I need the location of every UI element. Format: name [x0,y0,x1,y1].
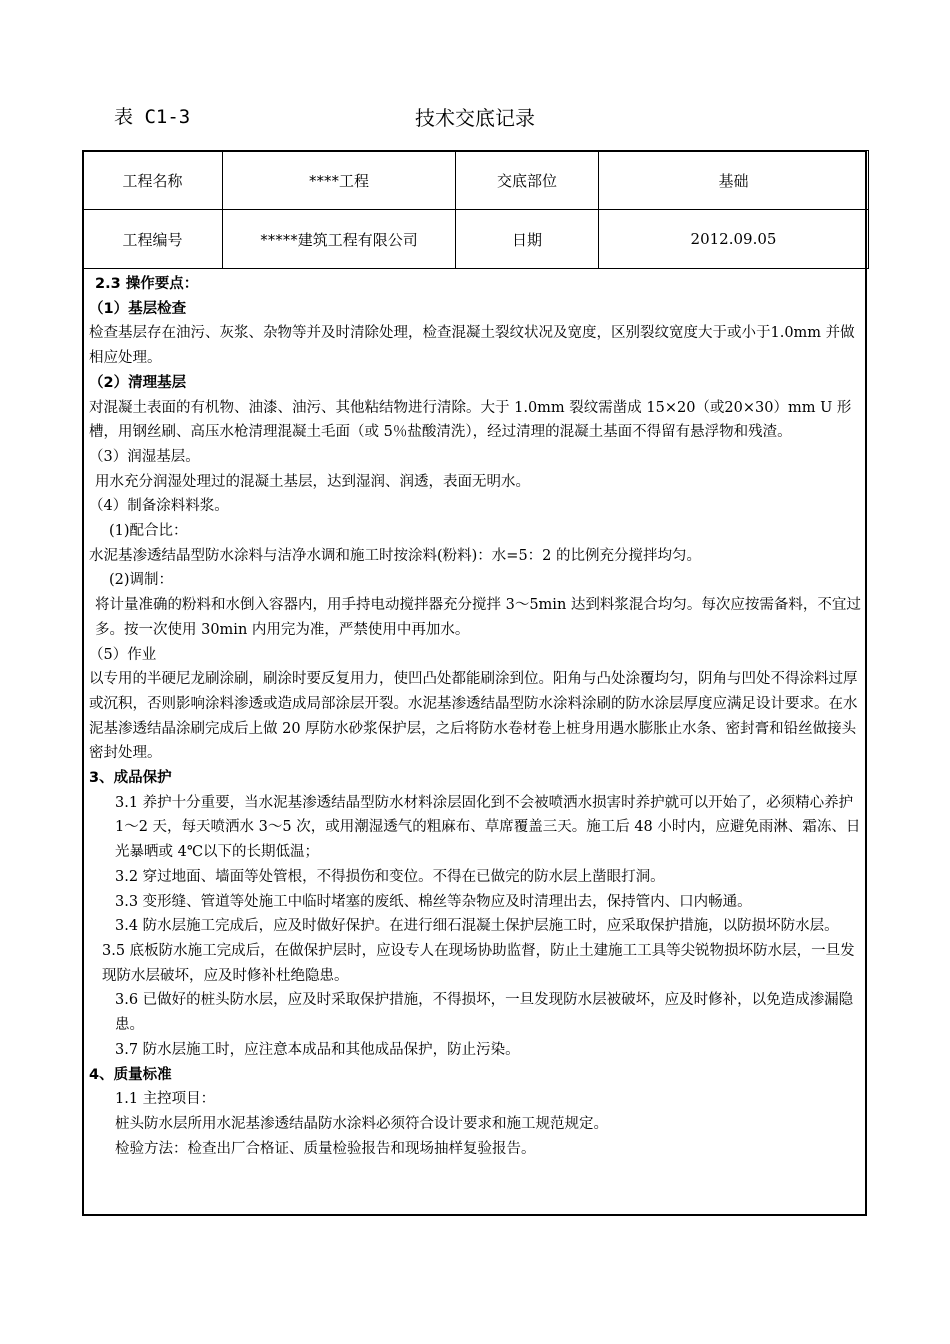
content-paragraph: （4）制备涂料料浆。 [89,498,229,515]
content-paragraph: 3.2 穿过地面、墙面等处管根，不得损伤和变位。不得在已做完的防水层上凿眼打洞。 [115,868,665,885]
info-table [82,150,869,269]
date-label: 日期 [456,210,599,269]
info-row-number [83,210,869,269]
info-row-project [83,151,869,210]
content-paragraph: 3.3 变形缝、管道等处施工中临时堵塞的废纸、棉丝等杂物应及时清理出去，保持管内、口内畅通。 [115,893,752,910]
content-paragraph: 对混凝土表面的有机物、油漆、油污、其他粘结物进行清除。大于 1.0mm 裂纹需凿成 15×20（或20×30）mm U 形槽，用钢丝刷、高压水枪清理混凝土毛面（或 5％盐酸清洗），经过清理的混凝土基面不得留有悬浮物和残渣。 [89,399,852,441]
project-name-label: 工程名称 [83,151,223,210]
content-paragraph: 3.7 防水层施工时，应注意本成品和其他成品保护，防止污染。 [115,1041,520,1058]
project-no-label: 工程编号 [83,210,223,269]
content-paragraph: 水泥基渗透结晶型防水涂料与洁净水调和施工时按涂料(粉料)：水=5：2 的比例充分搅拌均匀。 [89,547,702,564]
content-paragraph: 以专用的半硬尼龙刷涂刷，刷涂时要反复用力，使凹凸处都能刷涂到位。阳角与凸处涂覆均匀，阴角与凹处不得涂料过厚或沉积，否则影响涂料渗透或造成局部涂层开裂。水泥基渗透结晶型防水涂料涂刷的防水涂层厚度应满足设计要求。在水泥基渗透结晶涂刷完成后上做 20 厚防水砂浆保护层，之后将防水卷材卷上桩身用遇水膨胀止水条、密封膏和铅丝做接头密封处理。 [89,671,858,762]
content-paragraph: (2)调制： [109,572,174,589]
content-paragraph: 将计量准确的粉料和水倒入容器内，用手持电动搅拌器充分搅拌 3～5min 达到料浆混合均匀。每次应按需备料，不宜过多。按一次使用 30min 内用完为准，严禁使用中再加水。 [95,597,861,638]
content-paragraph: 1.1 主控项目： [115,1091,216,1108]
content-body [89,272,861,1161]
content-paragraph: （3）润湿基层。 [89,448,200,465]
project-no-value: *****建筑工程有限公司 [223,210,456,269]
location-label: 交底部位 [456,151,599,210]
content-paragraph: 检查基层存在油污、灰浆、杂物等并及时清除处理，检查混凝土裂纹状况及宽度，区别裂纹宽度大于或小于1.0mm 并做相应处理。 [89,325,855,367]
date-value: 2012.09.05 [599,210,869,269]
section-heading: 4、质量标准 [89,1066,172,1083]
project-name-value: ****工程 [223,151,456,210]
content-paragraph: 3.5 底板防水施工完成后，在做保护层时，应设专人在现场协助监督，防止土建施工工具等尖锐物损坏防水层，一旦发现防水层破坏，应及时修补杜绝隐患。 [102,942,855,984]
content-paragraph: 检验方法：检查出厂合格证、质量检验报告和现场抽样复验报告。 [115,1140,536,1157]
location-value: 基础 [599,151,869,210]
document-title: 技术交底记录 [415,106,535,130]
content-paragraph: 3.4 防水层施工完成后，应及时做好保护。在进行细石混凝土保护层施工时，应采取保护措施，以防损坏防水层。 [115,918,839,935]
section-heading: 3、成品保护 [89,770,172,787]
section-heading: （1）基层检查 [89,300,187,317]
content-paragraph: (1)配合比： [109,523,188,540]
section-heading: （2）清理基层 [89,374,187,391]
content-paragraph: （5）作业 [89,646,157,663]
content-paragraph: 桩头防水层所用水泥基渗透结晶防水涂料必须符合设计要求和施工规范规定。 [115,1115,608,1132]
content-paragraph: 用水充分润湿处理过的混凝土基层，达到湿润、润透，表面无明水。 [95,473,530,490]
section-heading: 2.3 操作要点： [95,276,199,292]
content-paragraph: 3.6 已做好的桩头防水层，应及时采取保护措施，不得损坏，一旦发现防水层被破坏，应及时修补，以免造成渗漏隐患。 [115,992,854,1034]
form-code: 表 C1-3 [114,106,191,128]
content-paragraph: 3.1 养护十分重要，当水泥基渗透结晶型防水材料涂层固化到不会被喷洒水损害时养护就可以开始了，必须精心养护 1～2 天，每天喷洒水 3～5 次，或用潮湿透气的粗麻布、草席覆盖三天。施工后 48 小时内，应避免雨淋、霜冻、日光暴晒或 4℃以下的长期低温； [115,794,861,861]
